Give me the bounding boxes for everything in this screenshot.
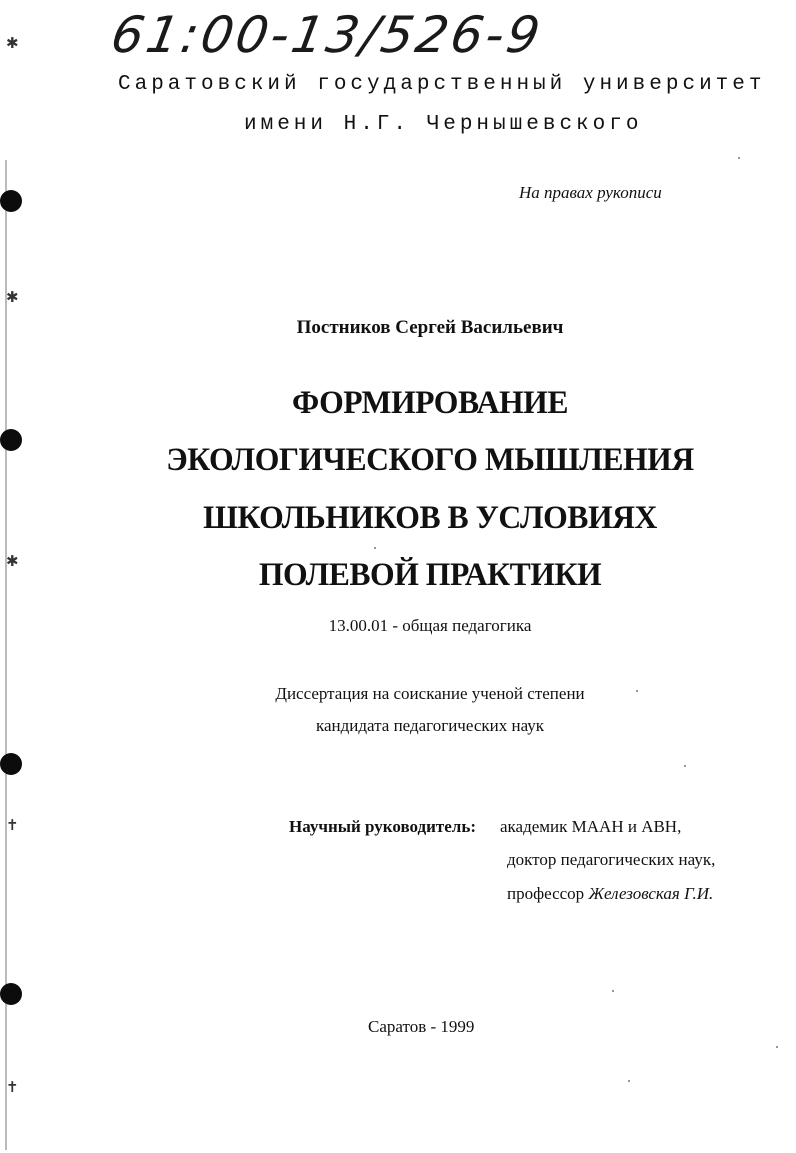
advisor-label: Научный руководитель:: [289, 817, 476, 836]
advisor-title-line-2: доктор педагогических наук,: [507, 850, 716, 869]
scan-speck: [628, 1080, 630, 1082]
university-name: Саратовский государственный университет: [118, 73, 766, 96]
scan-speck: [374, 547, 376, 549]
advisor-rank: профессор: [507, 884, 585, 903]
advisor-title-line-1: академик МААН и АВН,: [500, 817, 682, 836]
title-line-4: ПОЛЕВОЙ ПРАКТИКИ: [258, 557, 602, 593]
scan-speck: [738, 157, 740, 159]
scan-speck: [612, 990, 614, 992]
city-year: Саратов - 1999: [368, 1017, 475, 1036]
scan-speck: [776, 1046, 778, 1048]
advisor-name: Железовская Г.И.: [588, 884, 714, 903]
degree-line-2: кандидата педагогических наук: [315, 716, 545, 735]
binding-hole: [0, 190, 22, 212]
university-named-after: имени Н.Г. Чернышевского: [244, 113, 643, 136]
title-line-1: ФОРМИРОВАНИЕ: [291, 385, 568, 421]
title-line-2: ЭКОЛОГИЧЕСКОГО МЫШЛЕНИЯ: [166, 442, 694, 478]
scan-mark: ✝: [6, 816, 19, 834]
title-line-3: ШКОЛЬНИКОВ В УСЛОВИЯХ: [203, 500, 657, 536]
binding-hole: [0, 753, 22, 775]
degree-line-1: Диссертация на соискание ученой степени: [275, 684, 585, 703]
binding-hole: [0, 983, 22, 1005]
rights-note: На правах рукописи: [519, 183, 662, 202]
advisor-title-line-3: [507, 884, 713, 904]
specialty-code: 13.00.01 - общая педагогика: [328, 616, 532, 635]
scan-speck: [684, 765, 686, 767]
author-name: Постников Сергей Васильевич: [296, 317, 564, 338]
scan-mark: ✱: [6, 552, 19, 570]
scan-mark: ✝: [6, 1078, 19, 1096]
scan-mark: ✱: [6, 288, 19, 306]
handwritten-catalog-number: 61:00-13/526-9: [106, 6, 548, 64]
scan-mark: ✱: [6, 34, 19, 52]
